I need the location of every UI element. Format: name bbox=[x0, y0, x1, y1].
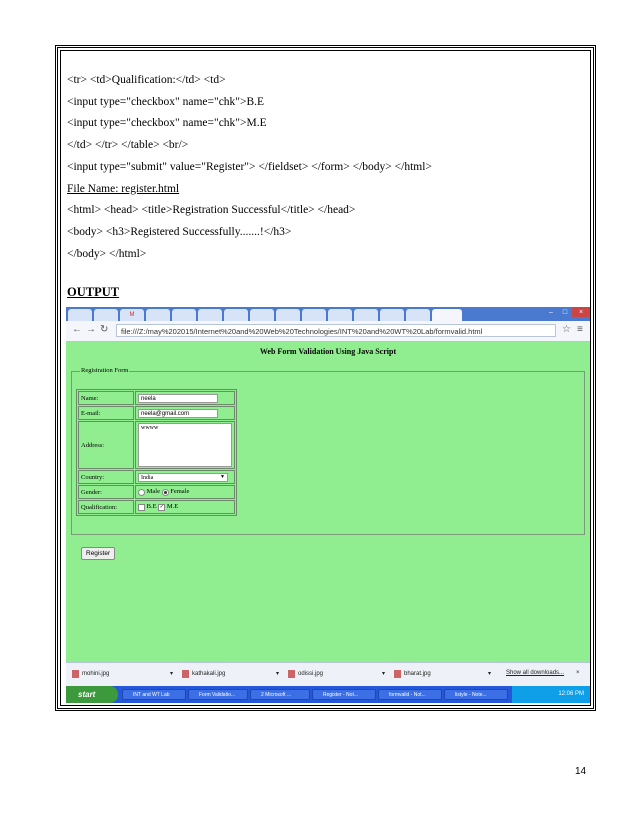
browser-tab[interactable] bbox=[380, 309, 404, 321]
browser-tab[interactable] bbox=[276, 309, 300, 321]
country-select[interactable] bbox=[138, 473, 228, 482]
chevron-down-icon[interactable]: ▾ bbox=[488, 671, 492, 677]
table-row bbox=[78, 421, 235, 469]
browser-tab[interactable] bbox=[250, 309, 274, 321]
browser-screenshot bbox=[66, 307, 590, 703]
browser-tab[interactable] bbox=[94, 309, 118, 321]
browser-toolbar bbox=[66, 321, 590, 342]
file-icon bbox=[72, 670, 79, 678]
taskbar-item[interactable]: INT and WT Lab bbox=[122, 689, 186, 700]
file-icon bbox=[288, 670, 295, 678]
male-radio[interactable] bbox=[138, 489, 145, 496]
web-page bbox=[66, 342, 590, 662]
browser-tab[interactable] bbox=[146, 309, 170, 321]
minimize-icon[interactable]: – bbox=[549, 308, 553, 316]
download-item[interactable] bbox=[182, 670, 225, 678]
taskbar bbox=[66, 686, 590, 703]
download-name: bharat.jpg bbox=[404, 671, 431, 677]
tab-bar bbox=[66, 307, 590, 321]
page-number: 14 bbox=[575, 766, 587, 777]
code-line: <input type="checkbox" name="chk">B.E bbox=[67, 95, 265, 108]
browser-tab[interactable] bbox=[198, 309, 222, 321]
me-label: M.E bbox=[166, 503, 179, 511]
table-row bbox=[78, 485, 235, 499]
address-textarea[interactable]: wwww bbox=[138, 423, 232, 467]
output-heading: OUTPUT bbox=[67, 285, 120, 299]
browser-tab[interactable] bbox=[406, 309, 430, 321]
country-label: Country: bbox=[78, 470, 134, 484]
menu-icon[interactable]: ≡ bbox=[577, 324, 583, 335]
page-title: Web Form Validation Using Java Script bbox=[259, 347, 397, 356]
address-bar[interactable]: file:///Z:/may%202015/Internet%20and%20Web%20Technologies/INT%20and%20WT%20Lab/formvalid.html bbox=[116, 324, 556, 337]
start-button[interactable]: start bbox=[66, 686, 118, 703]
qualification-label: Qualification: bbox=[78, 500, 134, 514]
email-label: E-mail: bbox=[78, 406, 134, 420]
country-value: India bbox=[141, 474, 154, 481]
file-icon bbox=[182, 670, 189, 678]
address-label: Address: bbox=[78, 421, 134, 469]
star-icon[interactable]: ☆ bbox=[562, 324, 571, 335]
maximize-icon[interactable]: □ bbox=[562, 308, 568, 316]
table-row bbox=[78, 406, 235, 420]
be-checkbox[interactable] bbox=[138, 504, 145, 511]
taskbar-item[interactable]: 2 Microsoft ... bbox=[250, 689, 310, 700]
me-checkbox[interactable]: ✓ bbox=[159, 504, 164, 510]
dropdown-arrow-icon: ▼ bbox=[220, 474, 225, 480]
code-listing bbox=[67, 70, 432, 265]
name-label: Name: bbox=[78, 391, 134, 405]
reload-icon[interactable]: ↻ bbox=[100, 324, 109, 335]
system-tray-clock: 12:06 PM bbox=[512, 686, 590, 703]
download-item[interactable] bbox=[72, 670, 109, 678]
code-line: <input type="submit" value="Register"> </fieldset> </form> </body> </html> bbox=[67, 160, 432, 173]
code-line: <body> <h3>Registered Successfully.......!</h3> bbox=[67, 225, 292, 238]
registration-table bbox=[76, 389, 237, 516]
browser-tab[interactable] bbox=[354, 309, 378, 321]
register-button[interactable]: Register bbox=[81, 547, 115, 560]
taskbar-item[interactable]: Register - Not... bbox=[312, 689, 376, 700]
gender-label: Gender: bbox=[78, 485, 134, 499]
file-icon bbox=[394, 670, 401, 678]
chevron-down-icon[interactable]: ▾ bbox=[276, 671, 280, 677]
file-name-heading: File Name: register.html bbox=[67, 182, 180, 195]
browser-tab[interactable] bbox=[224, 309, 248, 321]
fieldset-legend: Registration Form bbox=[81, 367, 129, 374]
email-input[interactable]: neela@gmail.com bbox=[138, 409, 218, 418]
download-name: mohini.jpg bbox=[82, 671, 110, 677]
code-line: <html> <head> <title>Registration Successful</title> </head> bbox=[67, 204, 356, 217]
active-tab[interactable] bbox=[432, 309, 462, 321]
download-item[interactable] bbox=[288, 670, 323, 678]
show-all-downloads-link[interactable]: Show all downloads... bbox=[506, 670, 565, 676]
female-radio[interactable] bbox=[162, 489, 169, 496]
code-line: <input type="checkbox" name="chk">M.E bbox=[67, 117, 267, 130]
download-name: odissi.jpg bbox=[298, 671, 324, 677]
browser-tab[interactable] bbox=[302, 309, 326, 321]
back-arrow-icon[interactable]: ← bbox=[72, 324, 82, 335]
browser-tab[interactable] bbox=[68, 309, 92, 321]
male-label: Male bbox=[146, 488, 160, 496]
female-label: Female bbox=[170, 488, 190, 496]
gmail-tab[interactable]: M bbox=[120, 309, 144, 321]
chevron-down-icon[interactable]: ▾ bbox=[170, 671, 174, 677]
chevron-down-icon[interactable]: ▾ bbox=[382, 671, 386, 677]
close-icon[interactable]: × bbox=[572, 307, 590, 317]
downloads-bar bbox=[66, 662, 590, 687]
table-row bbox=[78, 470, 235, 484]
download-name: kathakali.jpg bbox=[192, 671, 226, 677]
table-row bbox=[78, 500, 235, 514]
close-downloads-icon[interactable]: × bbox=[576, 670, 580, 676]
taskbar-item[interactable]: listyle - Note... bbox=[444, 689, 508, 700]
browser-tab[interactable] bbox=[172, 309, 196, 321]
code-line: <tr> <td>Qualification:</td> <td> bbox=[67, 74, 226, 86]
taskbar-item[interactable]: Form Validatio... bbox=[188, 689, 248, 700]
be-label: B.E bbox=[146, 503, 157, 511]
table-row bbox=[78, 391, 235, 405]
code-line: </body> </html> bbox=[67, 247, 147, 260]
browser-tab[interactable] bbox=[328, 309, 352, 321]
download-item[interactable] bbox=[394, 670, 431, 678]
taskbar-item[interactable]: formvalid - Not... bbox=[378, 689, 442, 700]
registration-fieldset bbox=[71, 367, 585, 557]
forward-arrow-icon[interactable]: → bbox=[86, 324, 96, 335]
name-input[interactable]: neela bbox=[138, 394, 218, 403]
code-line: </td> </tr> </table> <br/> bbox=[67, 139, 189, 152]
